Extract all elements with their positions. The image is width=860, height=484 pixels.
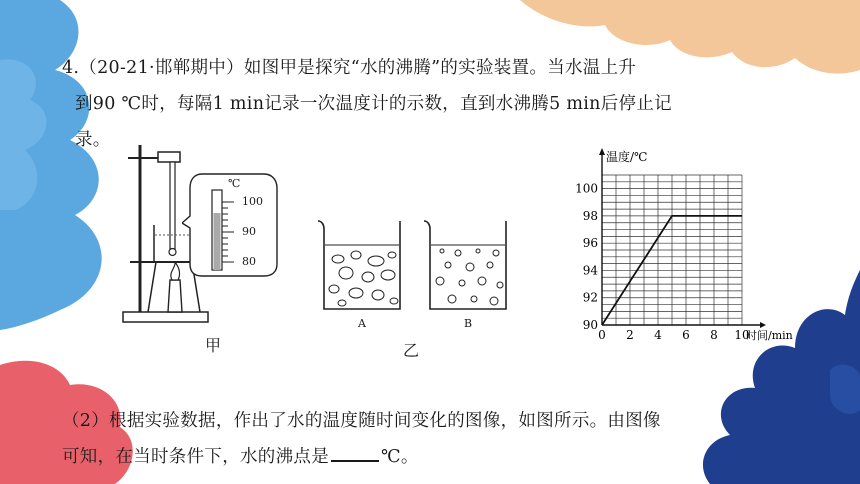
x-tick-label: 6 <box>682 328 690 342</box>
thermometer-tick-100: 100 <box>242 195 263 208</box>
sub-question-line-1: （2）根据实验数据，作出了水的温度随时间变化的图像，如图所示。由图像 <box>62 411 661 431</box>
x-tick-label: 0 <box>598 328 606 342</box>
y-tick-label: 92 <box>582 290 598 305</box>
y-tick-label: 96 <box>582 236 598 251</box>
temperature-time-chart <box>570 140 800 355</box>
question-line-2: 到90 ℃时，每隔1 min记录一次温度计的示数，直到水沸腾5 min后停止记 <box>75 94 672 114</box>
x-tick-label: 10 <box>734 328 750 342</box>
y-axis-arrow <box>599 148 605 155</box>
y-axis-label: 温度/℃ <box>606 150 648 164</box>
y-tick-label: 90 <box>582 318 598 332</box>
sub-question-line-2-before: 可知，在当时条件下，水的沸点是 <box>62 447 329 467</box>
x-tick-label: 2 <box>626 328 634 342</box>
boiling-point-blank[interactable] <box>331 442 379 462</box>
x-axis-label: 时间/min <box>746 329 793 342</box>
thermometer-tick-80: 80 <box>242 255 256 268</box>
thermometer-unit: ℃ <box>228 177 241 190</box>
thermometer-tick-90: 90 <box>242 225 256 238</box>
x-axis-arrow <box>760 322 766 328</box>
x-tick-label: 8 <box>710 328 718 342</box>
figure-jia-label: 甲 <box>205 336 222 355</box>
figure-yi-label: 乙 <box>403 341 420 360</box>
question-line-3: 录。 <box>75 130 111 150</box>
y-tick-label: 98 <box>582 208 598 223</box>
beaker-b <box>418 215 513 315</box>
beaker-a <box>312 215 407 315</box>
x-tick-label: 4 <box>654 328 662 342</box>
beaker-a-label: A <box>358 317 366 330</box>
y-tick-label: 94 <box>582 263 598 278</box>
y-tick-label: 100 <box>575 181 598 196</box>
beaker-b-label: B <box>464 317 473 330</box>
sub-question-line-2 <box>62 439 802 475</box>
sub-question-line-2-after: ℃。 <box>381 447 419 467</box>
question-line-1: 4.（20-21·邯郸期中）如图甲是探究“水的沸腾”的实验装置。当水温上升 <box>62 58 637 78</box>
sub-question-text <box>62 403 802 475</box>
